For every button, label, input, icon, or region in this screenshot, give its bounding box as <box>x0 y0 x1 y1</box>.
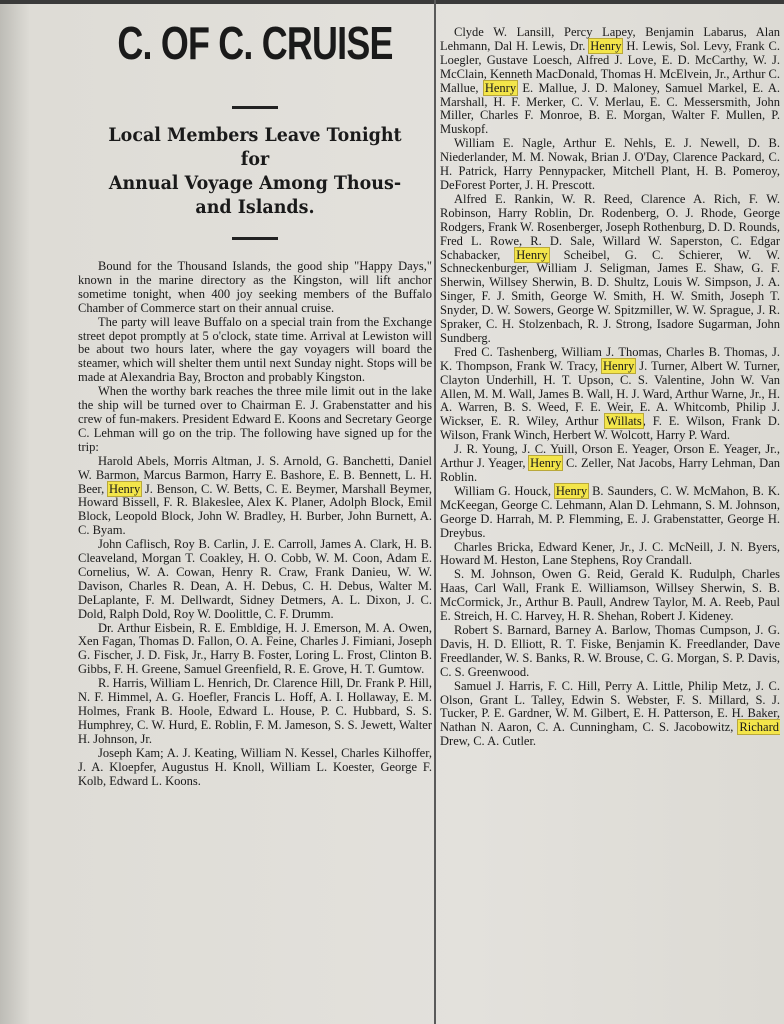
article-paragraph <box>440 26 780 137</box>
article-paragraph: William E. Nagle, Arthur E. Nehls, E. J. Newell, D. B. Niederlander, M. M. Nowak, Brian J. O'Day, Clarence Packard, C. H. Patrick, Harry Pennypacker, Mitchell Plant, H. B. Pomeroy, DeForest Porter, J. H. Prescott. <box>440 136 780 192</box>
paragraph-text: H. Lewis, Sol. Levy, Frank C. Loegler, Gustave Loesch, Alfred J. Love, E. D. McCarthy, W. J. McClain, Kenneth MacDonald, Thomas H. McElvein, Jr., Arthur C. Mallue, <box>440 38 780 95</box>
search-highlight: Henry <box>484 80 517 95</box>
column-rule <box>434 0 436 1024</box>
paragraph-text: C. Zeller, Nat Jacobs, Harry Lehman, Dan Roblin. <box>440 456 780 484</box>
paragraph-text: Harold Abels, Morris Altman, J. S. Arnold, G. Banchetti, Daniel W. Barmon, Marcus Barmon, Harry E. Bashore, E. B. Bennett, L. H. Beer, <box>78 453 432 496</box>
article-paragraph <box>440 443 780 485</box>
search-highlight: Richard <box>739 720 779 735</box>
search-highlight: Henry <box>590 38 622 53</box>
article-paragraph: Bound for the Thousand Islands, the good ship "Happy Days," known in the marine directory as the Kingston, will lift anchor sometime tonight, when 400 joy seeking members of the Buffalo Chamber of Commerce start on their annual cruise. <box>78 259 432 315</box>
article-paragraph <box>440 485 780 541</box>
subheadline-line: Annual Voyage Among Thous- <box>108 172 402 194</box>
article-paragraph <box>78 455 432 538</box>
paragraph-text: Clyde W. Lansill, Percy Lapey, Benjamin Labarus, Alan Lehmann, Dal H. Lewis, Dr. <box>440 26 780 53</box>
paragraph-text: Samuel J. Harris, F. C. Hill, Perry A. Little, Philip Metz, J. C. Olson, Grant L. Talley, Edwin S. Webster, F. S. Millard, S. J. Tucker, P. E. Gardner, W. M. Gilbert, E. H. Patterson, E. H. Baker, Nathan N. Aaron, C. A. Cunningham, C. S. Jacobowitz, <box>440 678 780 735</box>
article-paragraph: R. Harris, William L. Henrich, Dr. Clarence Hill, Dr. Frank P. Hill, N. F. Himmel, A. G. Hoefler, Francis L. Hoff, A. I. Hollaway, E. M. Holmes, Frank B. Hoole, Edward L. House, P. C. Hubbard, S. S. Humphrey, C. W. Hurd, E. Roblin, F. M. Jameson, S. S. Jewett, Walter H. Johnson, Jr. <box>78 676 432 746</box>
right-body-text <box>440 26 780 749</box>
paragraph-text: J. Turner, Albert W. Turner, Clayton Underhill, H. T. Upson, C. S. Valentine, John W. Van Allen, M. M. Wall, James B. Wall, H. J. Ward, Arthur Warne, Jr., H. A. Warren, B. S. Weed, F. E. Weir, E. A. Whitcomb, Philip J. Wickser, E. R. Wiley, Arthur <box>440 358 780 429</box>
subheadline-line: and Islands. <box>195 196 315 218</box>
article-paragraph: Joseph Kam; A. J. Keating, William N. Kessel, Charles Kilhoffer, J. A. Kloepfer, Augustus H. Knoll, William L. Koester, George F. Kolb, Edward L. Koons. <box>78 745 432 788</box>
headline: C. OF C. CRUISE <box>117 17 393 69</box>
paragraph-text: B. Saunders, C. W. McMahon, B. K. McKeegan, George C. Lehmann, Alan D. Lehmann, S. M. Johnson, George D. Harrah, M. P. Flemming, E. J. Grabenstatter, George H. Dreybus. <box>440 483 780 540</box>
left-column <box>78 0 432 1024</box>
paragraph-text: J. R. Young, J. C. Yuill, Orson E. Yeager, Orson E. Yeager, Jr., Arthur J. Yeager, <box>440 442 780 471</box>
article-paragraph: Dr. Arthur Eisbein, R. E. Embldige, H. J. Emerson, M. A. Owen, Xen Fagan, Thomas D. Fallon, O. A. Feine, Charles J. Fimiani, Joseph G. Fischer, J. D. Fisk, Jr., Harry B. Foster, Loring L. Frost, Clinton B. Gibbs, F. H. Greene, Samuel Greenfield, R. E. Grove, H. T. Gumtow. <box>78 620 432 677</box>
search-highlight: Henry <box>516 247 548 262</box>
paragraph-text: William G. Houck, <box>454 483 555 498</box>
paragraph-text: Fred C. Tashenberg, William J. Thomas, Charles B. Thomas, J. K. Thompson, Frank W. Tracy, <box>440 344 780 373</box>
paragraph-text: Drew, C. A. Cutler. <box>440 734 537 749</box>
article-paragraph <box>440 346 780 443</box>
paragraph-text: , F. E. Wilson, Frank D. Wilson, Frank Winch, Herbert W. Wolcott, Harry P. Ward. <box>440 414 780 443</box>
article-paragraph: John Caflisch, Roy B. Carlin, J. E. Carroll, James A. Clark, H. B. Cleaveland, Morgan T. Coakley, H. O. Cobb, W. M. Coon, Adam E. Cornelius, W. A. Cowan, Henry R. Craw, Frank Danieu, W. W. Davison, Charles R. Dean, A. H. Debus, C. H. Debus, Walter M. DeLaplante, F. M. Dellwardt, Sidney Detmers, A. L. Dixon, J. C. Dold, Ralph Dold, Roy W. Doolittle, C. F. Drumm. <box>78 537 432 621</box>
article-paragraph <box>440 193 780 346</box>
subheadline <box>96 123 414 219</box>
search-highlight: Henry <box>555 483 588 498</box>
article-paragraph: Charles Bricka, Edward Kener, Jr., J. C. McNeill, J. N. Byers, Howard M. Heston, Lane Stephens, Roy Crandall. <box>440 539 780 568</box>
search-highlight: Henry <box>603 358 635 373</box>
search-highlight: Henry <box>530 456 562 471</box>
subheadline-line: Local Members Leave Tonight for <box>108 124 402 170</box>
paragraph-text: Alfred E. Rankin, W. R. Reed, Clarence A. Rich, F. W. Robinson, Harry Roblin, Dr. Rodenberg, O. J. Rhode, George Rodgers, Frank W. Rosenberger, Joseph Rothenburg, D. D. Rounds, Fred L. Rowe, R. D. Sale, Willard W. Saperston, C. Edgar Schabacker, <box>440 191 780 262</box>
article-paragraph: Robert S. Barnard, Barney A. Barlow, Thomas Cumpson, J. G. Davis, H. D. Elliott, R. T. Fiske, Benjamin K. Freedlander, Dave Freedlander, W. S. Banks, R. W. Brouse, C. G. Morgan, S. P. Davis, C. S. Greenwood. <box>440 622 780 679</box>
paragraph-text: Scheibel, G. C. Schierer, W. W. Schneckenburger, William J. Seligman, James E. Shaw, G. F. Sherwin, Willsey Sherwin, B. D. Shultz, Louis W. Simpson, J. A. Singer, F. J. Smith, George W. Smith, H. W. Smith, Joseph T. Snyder, D. W. Sowers, George W. Spitzmiller, W. W. Sprague, J. R. Spraker, C. H. Stolzenbach, R. J. Strong, Isadore Sugarman, John Sundberg. <box>440 247 780 345</box>
article-paragraph: S. M. Johnson, Owen G. Reid, Gerald K. Rudulph, Charles Haas, Carl Wall, Frank E. Williamson, Willsey Sherwin, S. B. McCormick, Jr., Arthur B. Paull, Andrew Taylor, M. A. Reeb, Paul E. Streich, H. C. Harvey, H. R. Shehan, Robert J. Kideney. <box>440 567 780 624</box>
right-column <box>440 26 780 1024</box>
paragraph-text: E. Mallue, J. D. Maloney, Samuel Markel, E. A. Marshall, H. F. Merker, C. V. Merlau, E. C. Messersmith, John Miller, Charles F. Monroe, B. E. Morgan, Walter F. Mullen, P. Muskopf. <box>440 80 780 137</box>
deck-divider <box>232 237 278 240</box>
left-body-text <box>78 260 432 788</box>
article-paragraph: When the worthy bark reaches the three mile limit out in the lake the ship will be turned over to Chairman E. J. Grabenstatter and his crew of fun-makers. President Edward E. Koons and Secretary George C. Lehman will go on the trip. The following have signed up for the trip: <box>78 384 432 454</box>
paragraph-text: J. Benson, C. W. Betts, C. E. Beymer, Marshall Beymer, Howard Bissell, F. R. Blakeslee, Alex K. Planer, Adolph Block, Emil Block, Leopold Block, John W. Bradley, H. Burber, John Burnett, A. C. Byam. <box>78 481 432 538</box>
article-paragraph <box>440 680 780 750</box>
search-highlight: Henry <box>108 481 141 496</box>
headline-divider <box>232 106 278 109</box>
article-paragraph: The party will leave Buffalo on a special train from the Exchange street depot promptly at 5 o'clock, state time. Arrival at Lewiston will be about two hours later, where the gay voyagers will board the steamer, which will shelter them until next Sunday night. Stops will be made at Alexandria Bay, Brocton and probably Kingston. <box>78 314 432 385</box>
search-highlight: Willats <box>606 414 642 429</box>
